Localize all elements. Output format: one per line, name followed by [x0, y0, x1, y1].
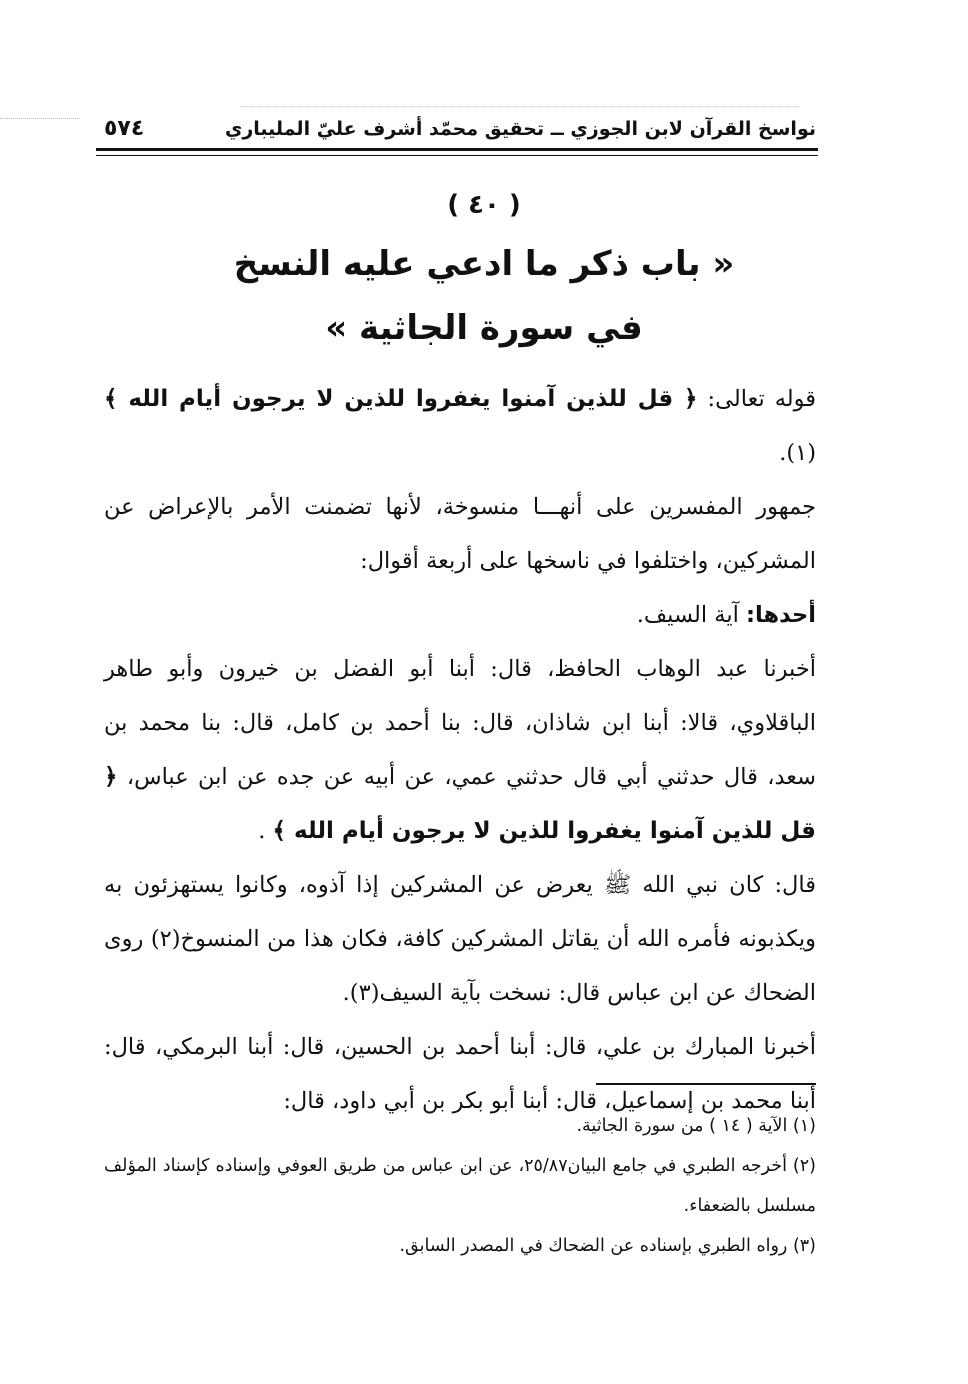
paragraph: جمهور المفسرين على أنهـــا منسوخة، لأنها تضمنت الأمر بالإعراض عن المشركين، واختلفوا في ناسخها على أربعة أقوال: [104, 494, 816, 574]
footnote: (٢) أخرجه الطبري في جامع البيان٢٥/٨٧، عن ابن عباس من طريق العوفي وإسناده كإسناد المؤلف مسلسل بالضعفاء. [104, 1156, 816, 1216]
scan-artifact [0, 118, 80, 119]
running-header [100, 118, 816, 146]
opinion-text: آية السيف. [636, 602, 747, 628]
footnote-ref: (١). [779, 440, 816, 466]
punctuation: . [258, 818, 273, 844]
header-title: نواسخ القرآن لابن الجوزي ــ تحقيق محمّد أشرف عليّ المليباري [224, 118, 816, 140]
verse-intro: قوله تعالى: [697, 386, 817, 412]
scan-artifact [240, 106, 800, 107]
isnad-text: أخبرنا عبد الوهاب الحافظ، قال: أبنا أبو الفضل بن خيرون وأبو طاهر الباقلاوي، قالا: أبنا ابن شاذان، قال: بنا أحمد بن كامل، قال: بنا محمد بن سعد، قال حدثني أبي قال حدثني عمي، عن أبيه عن جده عن ابن عباس، [104, 656, 816, 790]
paragraph: أخبرنا المبارك بن علي، قال: أبنا أحمد بن الحسين، قال: أبنا البرمكي، قال: أبنا محمد بن إسماعيل، قال: أبنا أبو بكر بن أبي داود، قال: [104, 1034, 816, 1114]
quran-verse: ﴿ قل للذين آمنوا يغفروا للذين لا يرجون أيام الله ﴾ [104, 386, 698, 412]
chapter-title-line1: « باب ذكر ما ادعي عليه النسخ [233, 244, 735, 284]
footnote: (١) الآية ( ١٤ ) من سورة الجاثية. [576, 1116, 816, 1136]
paragraph-first-opinion [104, 588, 816, 642]
header-rule-thin [96, 155, 818, 156]
footnotes [104, 1106, 816, 1266]
paragraph-isnad [104, 642, 816, 858]
main-text [104, 372, 816, 1128]
footnote: (٣) رواه الطبري بإسناده عن الضحاك في المصدر السابق. [399, 1236, 816, 1256]
page-number: ٥٧٤ [104, 116, 145, 141]
paragraph: قال: كان نبي الله ﷺ يعرض عن المشركين إذا آذوه، وكانوا يستهزئون به ويكذبونه فأمره الله أن يقاتل المشركين كافة، فكان هذا من المنسوخ(٢) روى الضحاك عن ابن عباس قال: نسخت بآية السيف(٣). [104, 872, 816, 1006]
opinion-label: أحدها: [746, 602, 816, 628]
footnote-separator [596, 1083, 816, 1085]
header-rule-thick [96, 148, 818, 151]
paragraph-verse [104, 372, 816, 480]
quran-verse: ﴿ قل للذين آمنوا يغفروا للذين لا يرجون أيام الله ﴾ [104, 764, 816, 844]
chapter-title-line2: في سورة الجاثية » [325, 308, 643, 348]
chapter-number: ( ٤٠ ) [447, 190, 521, 220]
